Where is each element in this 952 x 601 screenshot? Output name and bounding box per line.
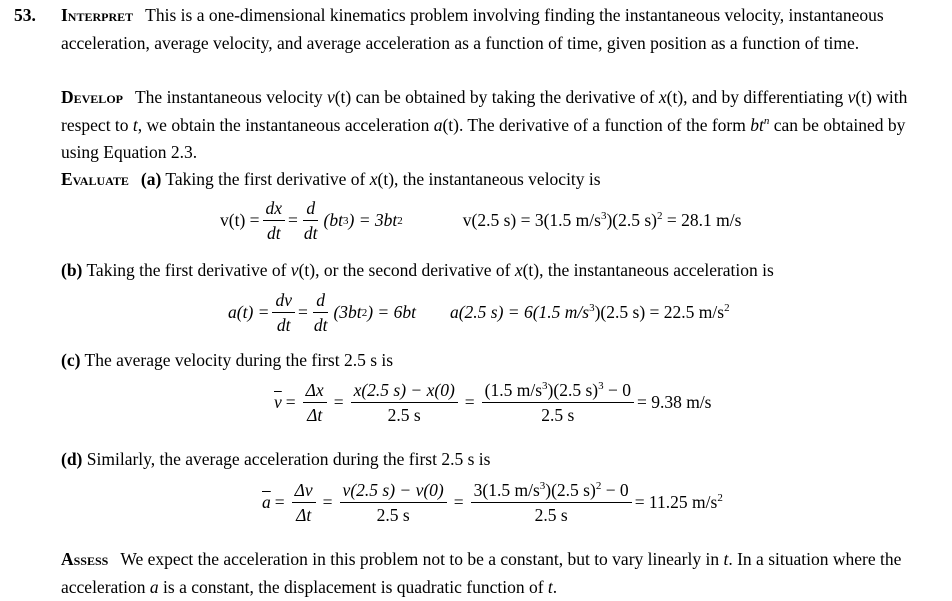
eq-d-frac2-num: v(2.5 s) − v(0) xyxy=(340,478,447,503)
equation-b: a(t) = $\frac{dv}{dt}$ = $\frac{d}{dt}$ (3bt 2 ) = 6bt a(2.5 s) = 6(1.5 $m/s^3)(2.5$ s) = 22.5 $m/s^2$ xyxy=(228,290,730,335)
develop-var: v xyxy=(326,87,335,107)
eq-a-frac2-num: d xyxy=(303,196,318,221)
part-a-text: Taking the first derivative of xyxy=(165,169,370,189)
assess-var: t xyxy=(547,576,553,597)
evaluate-c-paragraph xyxy=(61,347,938,375)
part-b-text: (t), the instantaneous acceleration is xyxy=(522,260,774,280)
develop-text: The instantaneous velocity xyxy=(134,87,327,107)
eq-b-mid2: ) = 6bt xyxy=(367,301,416,322)
part-b-text: (t), or the second derivative of xyxy=(298,260,515,280)
eq-d-frac2-den: 2.5 s xyxy=(376,505,410,525)
eq-c-frac1-den: Δt xyxy=(307,405,323,425)
develop-text: (t) with respect to xyxy=(61,87,908,135)
eq-b-frac1-num: dv xyxy=(272,288,295,313)
eq-b-equals: = xyxy=(297,301,308,322)
eq-a-frac1 xyxy=(263,196,286,245)
interpret-heading: Interpret xyxy=(61,5,134,25)
eq-c-frac2 xyxy=(351,378,458,427)
assess-text: . In a situation where the acceleration xyxy=(61,549,902,597)
eq-c-equals: = xyxy=(333,391,344,412)
develop-text: (t) can be obtained by taking the derivative of xyxy=(334,87,659,107)
eq-d-frac2 xyxy=(340,478,447,527)
develop-var: t xyxy=(132,114,138,135)
develop-text: , we obtain the instantaneous acceleration xyxy=(137,114,434,135)
equation-c xyxy=(274,378,712,427)
assess-var: a xyxy=(149,576,159,597)
interpret-text: This is a one-dimensional kinematics problem involving finding the instantaneous velocity, instantaneous acceleration, average velocity, and average acceleration as a function of time, given position as a function of time. xyxy=(61,5,884,53)
part-a-var: x xyxy=(369,169,378,189)
develop-text: can be obtained by using Equation 2.3. xyxy=(61,114,906,162)
eq-c-lhs: $\overline{v}$ xyxy=(274,391,282,412)
eq-d-equals: = xyxy=(322,491,333,512)
develop-form: bt xyxy=(750,114,764,135)
evaluate-d-paragraph xyxy=(61,446,938,474)
eq-d-frac3-num: 3(1.5 $m/s^3)(2.5$ s)$^2$ − 0 xyxy=(471,478,632,503)
assess-heading: Assess xyxy=(61,549,109,569)
eq-c-frac3-den: 2.5 s xyxy=(541,405,575,425)
evaluate-a-paragraph xyxy=(61,166,938,194)
eq-b-lhs: a(t) = xyxy=(228,301,270,322)
eq-d-lhs: $\overline{a}$ xyxy=(262,491,271,512)
eq-a-result: v(2.5 s) = 3(1.5 $m/s^3)(2.5$ s)$^2$ = 28.1 m/s xyxy=(462,209,742,230)
eq-c-frac2-num: x(2.5 s) − x(0) xyxy=(351,378,458,403)
develop-form-exp: n xyxy=(763,114,770,127)
eq-b-frac2 xyxy=(311,288,331,337)
assess-var: t xyxy=(723,549,729,569)
part-b-var: v xyxy=(290,260,299,280)
part-d-label: (d) xyxy=(61,449,83,469)
eq-b-result: a(2.5 s) = 6(1.5 $m/s^3)(2.5$ s) = 22.5 $m/s^2$ xyxy=(449,301,730,322)
eq-d-frac1-num: Δv xyxy=(292,478,316,503)
eq-a-frac2-den: dt xyxy=(303,223,318,243)
develop-var: x xyxy=(658,87,667,107)
part-d-text: Similarly, the average acceleration during the first 2.5 s is xyxy=(86,449,491,469)
eq-d-result: = 11.25 $m/s^2$ xyxy=(634,491,723,512)
eq-a-frac1-num: dx xyxy=(263,196,286,221)
eq-a-equals: = xyxy=(288,209,298,230)
develop-text: (t). The derivative of a function of the form xyxy=(442,114,751,135)
assess-paragraph xyxy=(61,546,938,601)
eq-c-result: = 9.38 m/s xyxy=(636,391,712,412)
eq-d-equals: = xyxy=(274,491,285,512)
eq-c-frac1 xyxy=(303,378,327,427)
eq-b-mid: (3bt xyxy=(333,301,362,322)
develop-heading: Develop xyxy=(61,87,123,107)
eq-b-frac1-den: dt xyxy=(276,315,291,335)
eq-a-frac1-den: dt xyxy=(266,223,281,243)
develop-text: (t), and by differentiating xyxy=(666,87,848,107)
eq-c-equals: = xyxy=(285,391,296,412)
part-b-label: (b) xyxy=(61,260,83,280)
part-b-var: x xyxy=(514,260,523,280)
eq-c-frac2-den: 2.5 s xyxy=(387,405,421,425)
eq-b-frac2-num: d xyxy=(313,288,328,313)
eq-b-frac2-den: dt xyxy=(313,315,328,335)
develop-var: a xyxy=(433,114,443,135)
interpret-paragraph xyxy=(61,2,938,57)
assess-text: . xyxy=(552,576,558,597)
eq-c-equals: = xyxy=(464,391,475,412)
eq-a-mid: (bt xyxy=(323,209,343,230)
eq-d-frac3-den: 2.5 s xyxy=(534,505,568,525)
develop-paragraph xyxy=(61,84,938,167)
eq-d-equals: = xyxy=(453,491,464,512)
part-b-text: Taking the first derivative of xyxy=(86,260,291,280)
equation-d xyxy=(262,478,723,527)
part-c-label: (c) xyxy=(61,350,81,370)
evaluate-heading: Evaluate xyxy=(61,169,129,189)
equation-a: v(t) = $\frac{dx}{dt}$ = $\frac{d}{dt}$ (bt 3 ) = 3bt 2 v(2.5 s) = 3(1.5 $m/s^3)(2.5$ s)$^2$ = 28.1 m/s xyxy=(220,198,742,243)
eq-d-frac1-den: Δt xyxy=(296,505,312,525)
eq-c-frac3-num: (1.5 $m/s^3)(2.5$ s)$^3$ − 0 xyxy=(482,378,634,403)
eq-a-mid2: ) = 3bt xyxy=(348,209,398,230)
part-c-text: The average velocity during the first 2.5 s is xyxy=(84,350,394,370)
eq-c-frac1-num: Δx xyxy=(303,378,327,403)
eq-c-frac3 xyxy=(482,378,634,427)
part-a-label: (a) xyxy=(140,169,162,189)
eq-d-frac1 xyxy=(292,478,316,527)
part-a-text: (t), the instantaneous velocity is xyxy=(377,169,601,189)
evaluate-b-paragraph xyxy=(61,257,938,285)
eq-a-lhs: v(t) = xyxy=(220,209,260,230)
problem-number: 53. xyxy=(14,5,36,25)
eq-b-frac1 xyxy=(272,288,295,337)
eq-d-frac3 xyxy=(471,478,632,527)
develop-var: v xyxy=(847,87,856,107)
eq-a-frac2 xyxy=(301,196,321,245)
assess-text: We expect the acceleration in this problem not to be a constant, but to vary linearly in xyxy=(120,549,724,569)
assess-text: is a constant, the displacement is quadratic function of xyxy=(158,576,548,597)
